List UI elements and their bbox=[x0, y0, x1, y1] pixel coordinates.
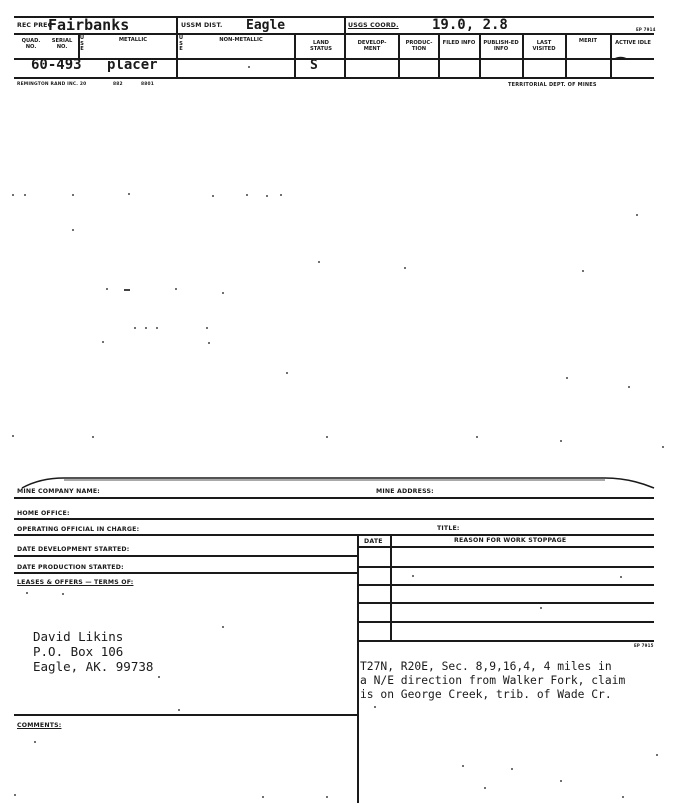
speck bbox=[476, 436, 478, 438]
speck bbox=[622, 796, 624, 798]
col-development: DEVELOP-MENT bbox=[357, 40, 387, 52]
speck bbox=[14, 794, 16, 796]
mine-address-label: MINE ADDRESS: bbox=[376, 488, 434, 495]
speck bbox=[156, 327, 158, 329]
quad-serial-value: 60-493 bbox=[31, 57, 82, 73]
col-filed-info: FILED INFO bbox=[442, 40, 476, 46]
col-serial-no: SERIAL NO. bbox=[51, 38, 73, 50]
code-b: 8801 bbox=[141, 82, 155, 87]
speck bbox=[26, 592, 28, 594]
speck bbox=[92, 436, 94, 438]
speck bbox=[178, 709, 180, 711]
comments-label: COMMENTS: bbox=[17, 722, 62, 729]
ussm-dist-value: Eagle bbox=[246, 18, 286, 33]
speck bbox=[106, 288, 108, 290]
col-non-metallic: NON-METALLIC bbox=[219, 37, 263, 43]
printer-imprint: REMINGTON RAND INC. 20 bbox=[17, 82, 87, 87]
rec-prec-value: Fairbanks bbox=[48, 16, 130, 34]
speck bbox=[404, 267, 406, 269]
col-merit: MERIT bbox=[578, 38, 598, 44]
speck bbox=[266, 195, 268, 197]
location-line-3: is on George Creek, trib. of Wade Cr. bbox=[360, 688, 612, 701]
speck bbox=[628, 386, 630, 388]
ussm-dist-label: USSM DIST. bbox=[181, 22, 223, 29]
date-development-started-label: DATE DEVELOPMENT STARTED: bbox=[17, 546, 130, 553]
speck bbox=[102, 341, 104, 343]
speck bbox=[326, 436, 328, 438]
speck bbox=[286, 372, 288, 374]
date-col-label: DATE bbox=[364, 538, 383, 545]
department-imprint: TERRITORIAL DEPT. OF MINES bbox=[508, 82, 597, 88]
reason-col-label: REASON FOR WORK STOPPAGE bbox=[454, 537, 567, 544]
col-quad-no: QUAD. NO. bbox=[21, 38, 41, 50]
speck bbox=[72, 229, 74, 231]
speck bbox=[34, 741, 36, 743]
speck bbox=[374, 706, 376, 708]
speck bbox=[222, 626, 224, 628]
form-number-bottom: EP 7915 bbox=[634, 643, 654, 648]
speck bbox=[318, 261, 320, 263]
speck bbox=[12, 435, 14, 437]
location-line-2: a N/E direction from Walker Fork, claim bbox=[360, 674, 626, 687]
speck bbox=[662, 446, 664, 448]
speck bbox=[656, 754, 658, 756]
code-a: 882 bbox=[113, 82, 123, 87]
speck bbox=[636, 214, 638, 216]
speck bbox=[12, 194, 14, 196]
col-last-visited: LAST VISITED bbox=[532, 40, 556, 52]
speck bbox=[128, 193, 130, 195]
owner-city: Eagle, AK. 99738 bbox=[33, 659, 154, 674]
speck bbox=[246, 194, 248, 196]
speck bbox=[206, 327, 208, 329]
speck bbox=[158, 676, 160, 678]
speck bbox=[566, 377, 568, 379]
speck bbox=[248, 66, 250, 68]
speck bbox=[145, 327, 147, 329]
usgs-coord-value: 19.0, 2.8 bbox=[432, 17, 508, 33]
rec-prec-label: REC PREC bbox=[17, 22, 53, 29]
col-use-1: U S E bbox=[79, 35, 85, 52]
speck bbox=[124, 289, 130, 291]
speck bbox=[134, 327, 136, 329]
home-office-label: HOME OFFICE: bbox=[17, 510, 70, 517]
leases-offers-label: LEASES & OFFERS — TERMS OF: bbox=[17, 579, 134, 586]
speck bbox=[262, 796, 264, 798]
col-metallic: METALLIC bbox=[118, 37, 148, 43]
speck bbox=[462, 765, 464, 767]
speck bbox=[484, 787, 486, 789]
form-number-top: EP 7914 bbox=[636, 27, 656, 32]
speck bbox=[412, 575, 414, 577]
date-production-started-label: DATE PRODUCTION STARTED: bbox=[17, 564, 124, 571]
col-land-status: LAND STATUS bbox=[310, 40, 332, 52]
metallic-value: placer bbox=[107, 57, 158, 73]
speck bbox=[24, 194, 26, 196]
mine-company-name-label: MINE COMPANY NAME: bbox=[17, 488, 100, 495]
usgs-coord-label: USGS COORD. bbox=[348, 22, 399, 29]
col-use-2: U S E bbox=[178, 35, 184, 52]
speck bbox=[280, 194, 282, 196]
speck bbox=[208, 342, 210, 344]
speck bbox=[511, 768, 513, 770]
speck bbox=[560, 440, 562, 442]
speck bbox=[222, 292, 224, 294]
active-idle-mark: ⁀ bbox=[615, 58, 627, 74]
location-line-1: T27N, R20E, Sec. 8,9,16,4, 4 miles in bbox=[360, 660, 612, 673]
owner-name: David Likins bbox=[33, 629, 124, 644]
speck bbox=[620, 576, 622, 578]
speck bbox=[326, 796, 328, 798]
col-production: PRODUC-TION bbox=[405, 40, 433, 52]
col-published-info: PUBLISH-ED INFO bbox=[483, 40, 519, 52]
speck bbox=[175, 288, 177, 290]
operating-official-label: OPERATING OFFICIAL IN CHARGE: bbox=[17, 526, 140, 533]
title-label: TITLE: bbox=[437, 525, 460, 532]
speck bbox=[560, 780, 562, 782]
col-active-idle: ACTIVE IDLE bbox=[615, 40, 651, 46]
speck bbox=[582, 270, 584, 272]
speck bbox=[212, 195, 214, 197]
form-top-edge bbox=[0, 470, 678, 500]
land-status-value: S bbox=[310, 58, 318, 73]
speck bbox=[62, 593, 64, 595]
owner-po-box: P.O. Box 106 bbox=[33, 644, 124, 659]
speck bbox=[72, 194, 74, 196]
speck bbox=[540, 607, 542, 609]
